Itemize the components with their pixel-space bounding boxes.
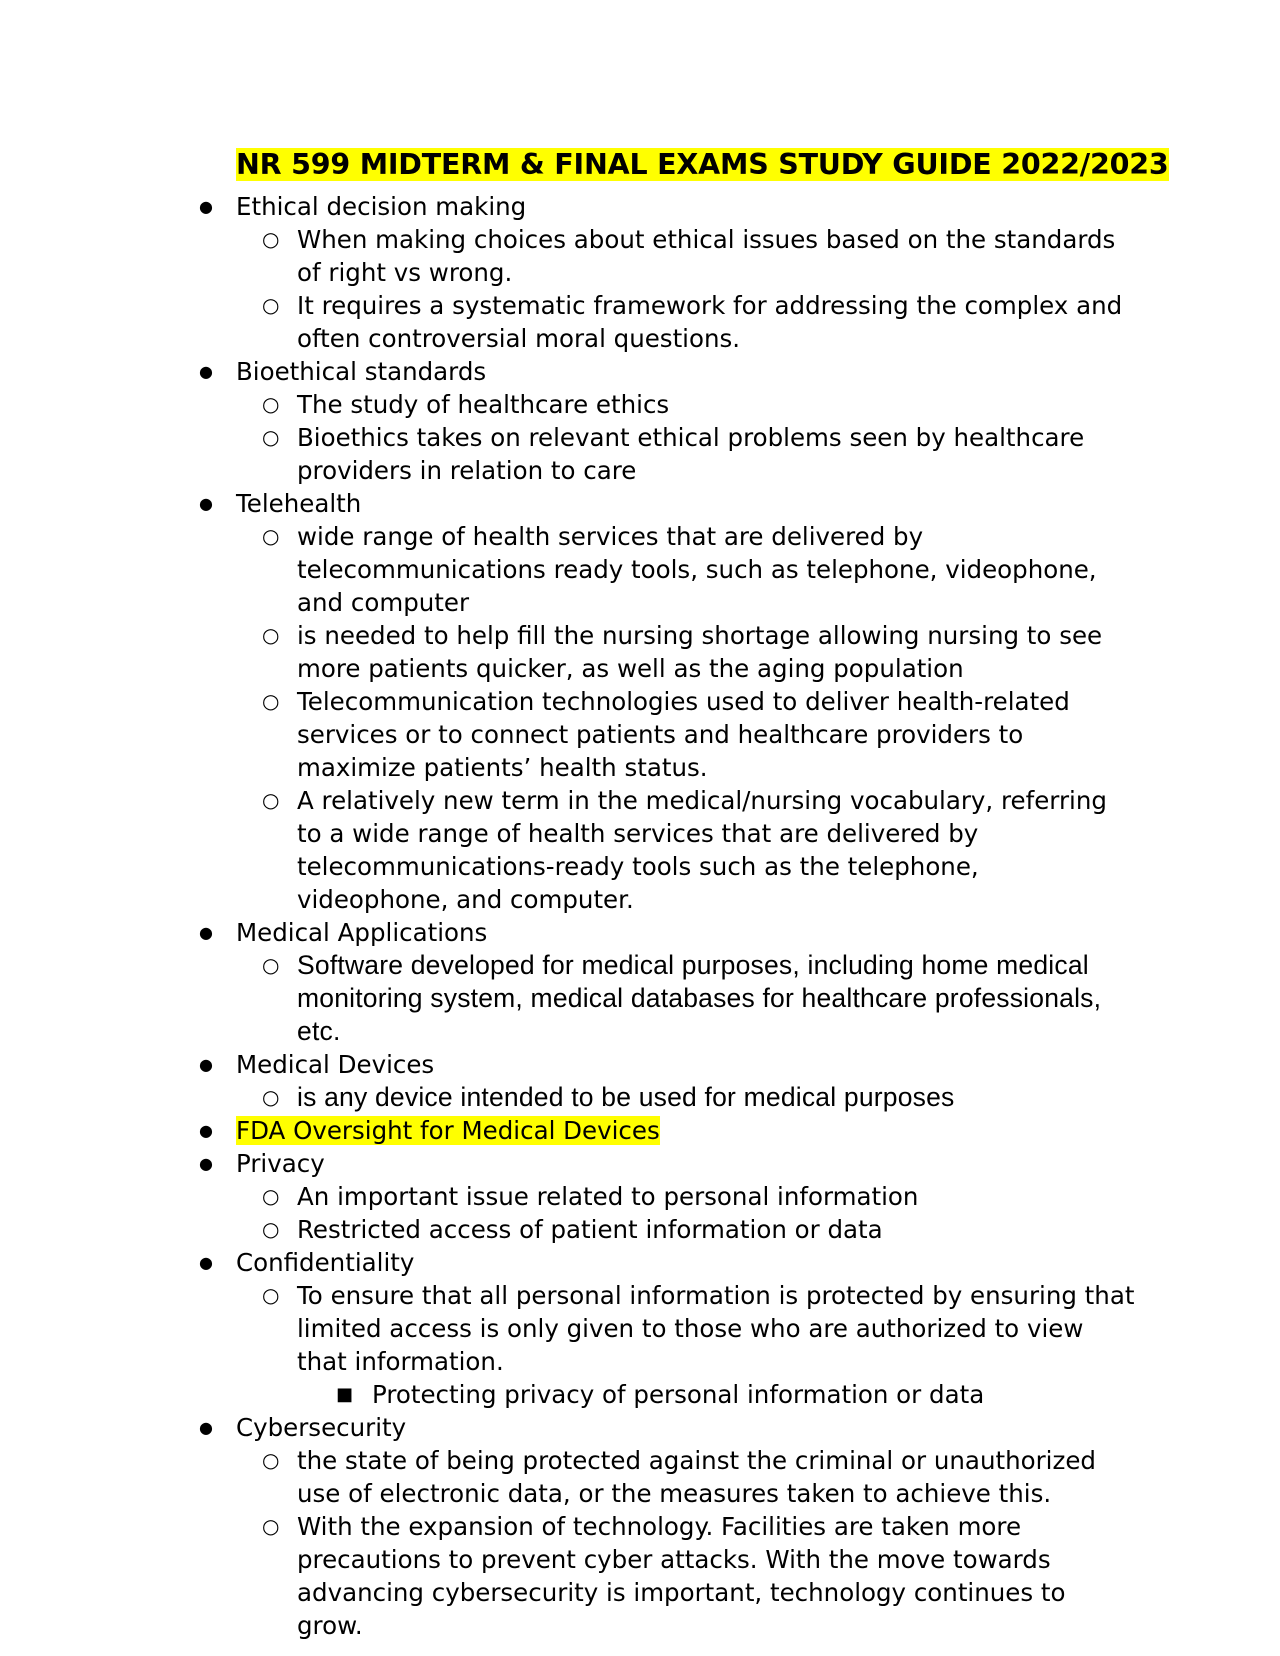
- sub-sub-item-text: Protecting privacy of personal information or data: [372, 1380, 985, 1409]
- sub-item-text: The study of healthcare ethics: [297, 390, 670, 419]
- list-item: [199, 1114, 1136, 1147]
- outline-list: [199, 190, 1136, 1642]
- sub-list: [236, 520, 1136, 916]
- list-item: [199, 916, 1136, 1048]
- sub-list: [236, 1279, 1136, 1411]
- bullet-circle-icon: ○: [262, 623, 280, 647]
- sub-list-item: [262, 1444, 1136, 1510]
- sub-list-item: [262, 223, 1136, 289]
- sub-sub-list: [297, 1378, 1136, 1411]
- sub-item-text: Restricted access of patient information or data: [297, 1215, 883, 1244]
- bullet-dot-icon: ●: [199, 1055, 213, 1074]
- bullet-circle-icon: ○: [262, 293, 280, 317]
- item-label: Confidentiality: [236, 1248, 415, 1277]
- list-item: [199, 1411, 1136, 1642]
- bullet-dot-icon: ●: [199, 1121, 213, 1140]
- item-label: Ethical decision making: [236, 192, 527, 221]
- bullet-circle-icon: ○: [262, 1514, 280, 1538]
- item-label: Telehealth: [236, 489, 362, 518]
- sub-list: [236, 223, 1136, 355]
- bullet-circle-icon: ○: [262, 788, 280, 812]
- list-item: [199, 190, 1136, 355]
- sub-list-item: [262, 949, 1136, 1048]
- sub-item-text: is any device intended to be used for medical purposes: [297, 1082, 955, 1112]
- sub-list: [236, 1081, 1136, 1114]
- bullet-dot-icon: ●: [199, 1253, 213, 1272]
- sub-list-item: [262, 619, 1136, 685]
- bullet-circle-icon: ○: [262, 689, 280, 713]
- list-item: [199, 1147, 1136, 1246]
- sub-list-item: [262, 1180, 1136, 1213]
- bullet-square-icon: ■: [336, 1384, 354, 1405]
- sub-list-item: [262, 388, 1136, 421]
- item-label: Medical Devices: [236, 1050, 435, 1079]
- sub-list-item: [262, 685, 1136, 784]
- bullet-dot-icon: ●: [199, 494, 213, 513]
- item-label: Bioethical standards: [236, 357, 487, 386]
- document-title: [236, 148, 1169, 182]
- bullet-dot-icon: ●: [199, 197, 213, 216]
- sub-list-item: [262, 784, 1136, 916]
- bullet-circle-icon: ○: [262, 227, 280, 251]
- bullet-circle-icon: ○: [262, 1283, 280, 1307]
- title-highlight: NR 599 MIDTERM & FINAL EXAMS STUDY GUIDE 2022/2023: [236, 148, 1169, 181]
- list-item: [199, 1246, 1136, 1411]
- sub-list: [236, 949, 1136, 1048]
- sub-list: [236, 1180, 1136, 1246]
- sub-item-text: Software developed for medical purposes, including home medical monitoring system, medical databases for healthcare professionals, etc.: [297, 950, 1102, 1046]
- sub-list-item: [262, 421, 1136, 487]
- sub-list: [236, 1444, 1136, 1642]
- sub-item-text: When making choices about ethical issues based on the standards of right vs wrong.: [297, 225, 1116, 287]
- item-label: Privacy: [236, 1149, 325, 1178]
- bullet-circle-icon: ○: [262, 953, 280, 977]
- sub-item-text: To ensure that all personal information is protected by ensuring that limited access is only given to those who are authorized to view that information.: [297, 1281, 1135, 1376]
- bullet-dot-icon: ●: [199, 1418, 213, 1437]
- bullet-circle-icon: ○: [262, 1448, 280, 1472]
- bullet-circle-icon: ○: [262, 1184, 280, 1208]
- sub-item-text: With the expansion of technology. Facilities are taken more precautions to prevent cyber attacks. With the move towards advancing cybersecurity is important, technology continues to grow.: [297, 1512, 1066, 1640]
- sub-list-item: [262, 1081, 1136, 1114]
- item-label: Medical Applications: [236, 918, 488, 947]
- sub-item-text: A relatively new term in the medical/nursing vocabulary, referring to a wide range of health services that are delivered by telecommunications-ready tools such as the telephone, videophone, and computer.: [297, 786, 1107, 914]
- bullet-circle-icon: ○: [262, 1085, 280, 1109]
- bullet-circle-icon: ○: [262, 524, 280, 548]
- sub-item-text: the state of being protected against the criminal or unauthorized use of electronic data, or the measures taken to achieve this.: [297, 1446, 1096, 1508]
- sub-item-text: is needed to help fill the nursing shortage allowing nursing to see more patients quicker, as well as the aging population: [297, 621, 1103, 683]
- sub-list-item: [262, 1279, 1136, 1411]
- sub-list: [236, 388, 1136, 487]
- bullet-circle-icon: ○: [262, 392, 280, 416]
- bullet-dot-icon: ●: [199, 362, 213, 381]
- list-item: [199, 355, 1136, 487]
- bullet-dot-icon: ●: [199, 923, 213, 942]
- bullet-circle-icon: ○: [262, 425, 280, 449]
- highlighted-item-label: FDA Oversight for Medical Devices: [236, 1116, 660, 1145]
- bullet-dot-icon: ●: [199, 1154, 213, 1173]
- sub-item-text: wide range of health services that are delivered by telecommunications ready tools, such as telephone, videophone, and computer: [297, 522, 1097, 617]
- sub-item-text: It requires a systematic framework for addressing the complex and often controversial moral questions.: [297, 291, 1123, 353]
- sub-sub-list-item: [336, 1378, 1136, 1411]
- list-item: [199, 1048, 1136, 1114]
- sub-item-text: An important issue related to personal information: [297, 1182, 919, 1211]
- sub-item-text: Telecommunication technologies used to deliver health-related services or to connect patients and healthcare providers to maximize patients’ health status.: [297, 687, 1070, 782]
- bullet-circle-icon: ○: [262, 1217, 280, 1241]
- sub-list-item: [262, 1510, 1136, 1642]
- sub-list-item: [262, 1213, 1136, 1246]
- sub-item-text: Bioethics takes on relevant ethical problems seen by healthcare providers in relation to care: [297, 423, 1085, 485]
- list-item: [199, 487, 1136, 916]
- item-label: Cybersecurity: [236, 1413, 407, 1442]
- sub-list-item: [262, 289, 1136, 355]
- sub-list-item: [262, 520, 1136, 619]
